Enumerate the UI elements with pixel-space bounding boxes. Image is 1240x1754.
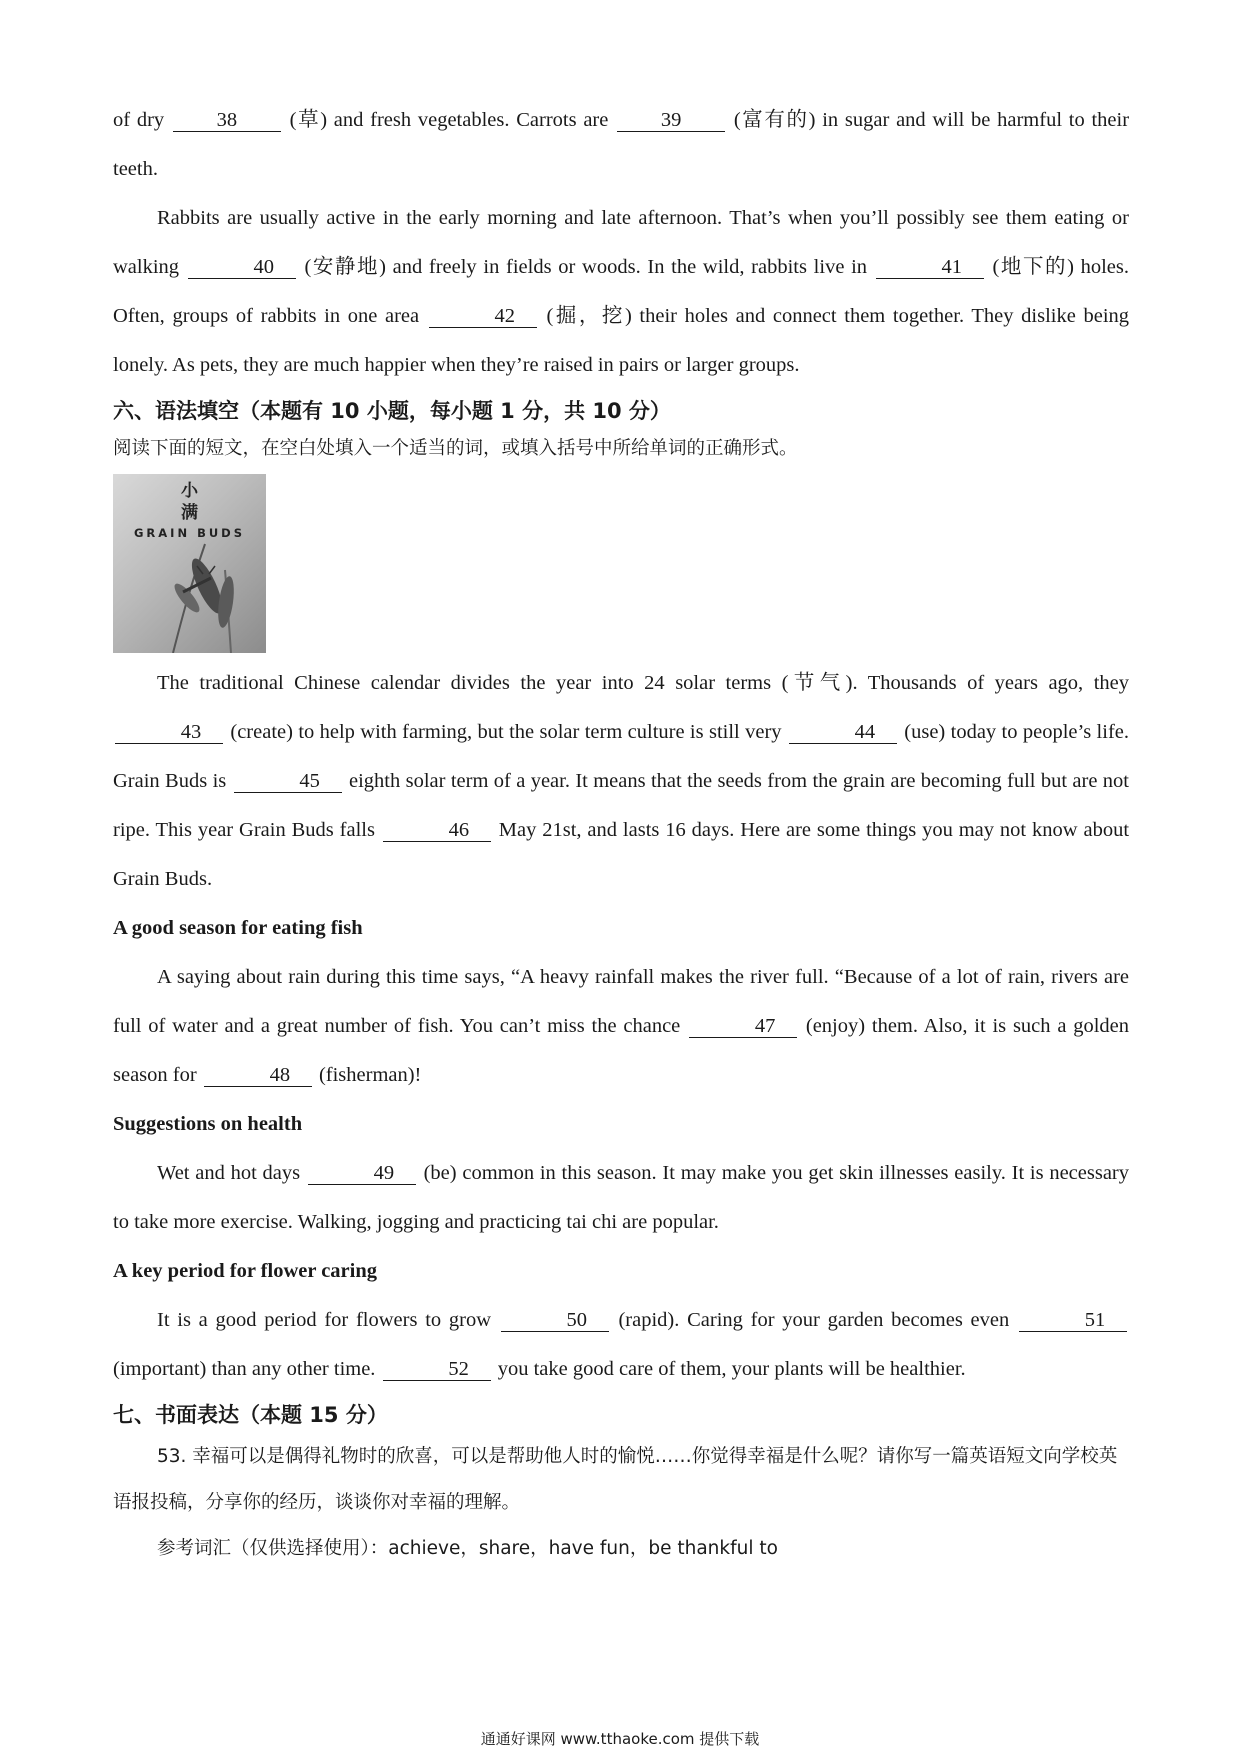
passage-text: (use) today to people’s life. Grain Buds is: [113, 721, 1129, 792]
image-caption: GRAIN BUDS: [133, 526, 246, 540]
reference-vocabulary: 参考词汇（仅供选择使用）：achieve，share，have fun，be thankful to: [157, 1538, 778, 1559]
passage-text: (create) to help with farming, but the solar term culture is still very: [230, 721, 782, 743]
passage-paragraph: [113, 194, 1129, 390]
passage-text: you take good care of them, your plants will be healthier.: [497, 1358, 966, 1380]
passage-text: eighth solar term of a year. It means that the seeds from the grain are becoming full but are not ripe. This year Grain Buds falls: [113, 770, 1130, 841]
answer-blank-52[interactable]: 52: [383, 1358, 491, 1381]
subheading-fish: A good season for eating fish: [113, 917, 363, 939]
passage-paragraph: [113, 953, 1129, 1100]
passage-paragraph: [113, 96, 1129, 194]
answer-blank-50[interactable]: 50: [501, 1309, 609, 1332]
passage-text: A saying about rain during this time says, “A heavy rainfall makes the river full. “Because of a lot of rain, rivers are full of water and a great number of fish. You can’t miss the chance: [113, 966, 1129, 1037]
answer-blank-39[interactable]: 39: [617, 109, 725, 132]
answer-blank-51[interactable]: 51: [1019, 1309, 1127, 1332]
subheading-flower: A key period for flower caring: [113, 1260, 377, 1282]
answer-blank-47[interactable]: 47: [689, 1015, 797, 1038]
answer-blank-42[interactable]: 42: [429, 305, 537, 328]
section-6-title: 六、语法填空（本题有 10 小题，每小题 1 分，共 10 分）: [113, 399, 671, 423]
passage-text: (掘，挖) their holes and connect them together. They dislike being lonely. As pets, they are much happier when they’re raised in pairs or larger groups.: [113, 305, 1130, 376]
passage-paragraph: [113, 1149, 1129, 1247]
passage-text: (草) and fresh vegetables. Carrots are: [289, 109, 609, 131]
passage-text: The traditional Chinese calendar divides the year into 24 solar terms (节气). Thousands of years ago, they: [157, 672, 1129, 694]
passage-text: of dry: [113, 109, 165, 131]
passage-text: (rapid). Caring for your garden becomes even: [618, 1309, 1010, 1331]
passage-paragraph: [113, 659, 1129, 904]
section-6-instruction: 阅读下面的短文，在空白处填入一个适当的词，或填入括号中所给单词的正确形式。: [113, 438, 798, 459]
answer-blank-41[interactable]: 41: [876, 256, 984, 279]
passage-text: (fisherman)!: [318, 1064, 422, 1086]
answer-blank-44[interactable]: 44: [789, 721, 897, 744]
passage-text: (important) than any other time.: [113, 1358, 376, 1380]
answer-blank-43[interactable]: 43: [115, 721, 223, 744]
passage-text: Rabbits are usually active in the early morning and late afternoon. That’s when you’ll possibly see them eating or walking: [113, 207, 1129, 278]
answer-blank-40[interactable]: 40: [188, 256, 296, 279]
page-footer: 通通好课网 www.tthaoke.com 提供下载: [480, 1730, 760, 1748]
exam-page: [113, 96, 1129, 1572]
passage-text: (enjoy) them. Also, it is such a golden season for: [113, 1015, 1130, 1086]
answer-blank-45[interactable]: 45: [234, 770, 342, 793]
passage-text: Wet and hot days: [157, 1162, 301, 1184]
passage-paragraph: [113, 1296, 1129, 1394]
passage-text: (be) common in this season. It may make you get skin illnesses easily. It is necessary to take more exercise. Walking, jogging and practicing tai chi are popular.: [113, 1162, 1130, 1233]
passage-text: It is a good period for flowers to grow: [157, 1309, 492, 1331]
passage-text: (地下的) holes. Often, groups of rabbits in one area: [113, 256, 1130, 327]
image-cn-char: 满: [181, 503, 198, 523]
passage-text: May 21st, and lasts 16 days. Here are some things you may not know about Grain Buds.: [113, 819, 1130, 890]
passage-text: (安静地) and freely in fields or woods. In the wild, rabbits live in: [304, 256, 868, 278]
image-cn-char: 小: [181, 481, 198, 501]
answer-blank-49[interactable]: 49: [308, 1162, 416, 1185]
answer-blank-38[interactable]: 38: [173, 109, 281, 132]
section-7-title: 七、书面表达（本题 15 分）: [113, 1403, 388, 1427]
grain-buds-image: [113, 474, 266, 653]
answer-blank-46[interactable]: 46: [383, 819, 491, 842]
wheat-illustration: [113, 474, 266, 653]
passage-text: (富有的) in sugar and will be harmful to their teeth.: [113, 109, 1130, 180]
subheading-health: Suggestions on health: [113, 1113, 303, 1135]
answer-blank-48[interactable]: 48: [204, 1064, 312, 1087]
question-53-prompt: 53. 幸福可以是偶得礼物时的欣喜，可以是帮助他人时的愉悦……你觉得幸福是什么呢？请你写一篇英语短文向学校英语报投稿，分享你的经历，谈谈你对幸福的理解。: [113, 1446, 1118, 1513]
